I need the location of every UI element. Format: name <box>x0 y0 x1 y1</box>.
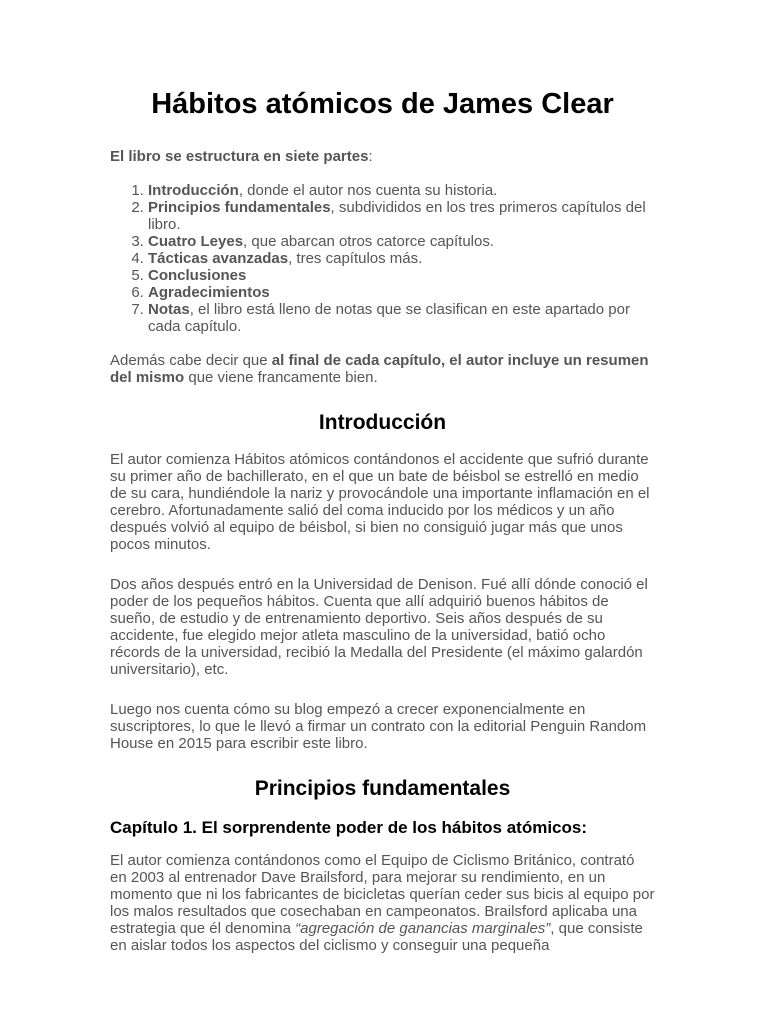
introduccion-paragraph-3: Luego nos cuenta cómo su blog empezó a crecer exponencialmente en suscriptores, lo que le llevó a firmar un contrato con la editorial Penguin Random House en 2015 para escribir este libro. <box>110 701 647 752</box>
list-item: 2. Principios fundamentales, subdivididos en los tres primeros capítulos del libro. <box>148 199 655 233</box>
section-heading-principios: Principios fundamentales <box>254 777 511 800</box>
list-item: 1. Introducción, donde el autor nos cuenta su historia. <box>148 182 655 199</box>
structure-intro-tail: : <box>368 148 373 165</box>
chapter-1-paragraph: El autor comienza contándonos como el Equipo de Ciclismo Británico, contrató en 2003 al entrenador Dave Brailsford, para mejorar su rendimiento, en un momento que ni los fabricantes de bicicletas querían ceder sus bicis al equipo por los malos resultados que cosechaban en campeonatos. Brailsford aplicaba una estrategia que él denomina “agregación de ganancias marginales”, que consiste en aislar todos los aspectos del ciclismo y conseguir una pequeña <box>110 852 655 954</box>
structure-intro <box>110 148 655 165</box>
section-heading-introduccion: Introducción <box>318 411 447 434</box>
list-item: 7. Notas, el libro está lleno de notas que se clasifican en este apartado por cada capítulo. <box>148 301 655 335</box>
list-item: 3. Cuatro Leyes, que abarcan otros catorce capítulos. <box>148 233 655 250</box>
document-title: Hábitos atómicos de James Clear <box>151 88 614 120</box>
list-item: 5. Conclusiones <box>148 267 655 284</box>
structure-intro-bold: El libro se estructura en siete partes <box>110 148 369 165</box>
introduccion-paragraph-2: Dos años después entró en la Universidad de Denison. Fué allí dónde conoció el poder de los pequeños hábitos. Cuenta que allí adquirió buenos hábitos de sueño, de estudio y de entrenamiento deportivo. Seis años después de su accidente, fue elegido mejor atleta masculino de la universidad, batió ocho récords de la universidad, recibió la Medalla del Presidente (el máximo galardón universitario), etc. <box>110 576 648 678</box>
list-item: 4. Tácticas avanzadas, tres capítulos más. <box>148 250 655 267</box>
document-page <box>110 84 655 954</box>
summary-note: Además cabe decir que al final de cada capítulo, el autor incluye un resumen del mismo que viene francamente bien. <box>110 352 649 386</box>
parts-list <box>110 182 655 335</box>
introduccion-paragraph-1: El autor comienza Hábitos atómicos contándonos el accidente que sufrió durante su primer año de bachillerato, en el que un bate de béisbol se estrelló en medio de su cara, hundiéndole la nariz y provocándole una importante inflamación en el cerebro. Afortunadamente salió del coma inducido por los médicos y un año después volvió al equipo de béisbol, si bien no consiguió jugar más que unos pocos minutos. <box>110 451 650 553</box>
list-item: 6. Agradecimientos <box>148 284 655 301</box>
chapter-1-title: Capítulo 1. El sorprendente poder de los hábitos atómicos: <box>110 818 588 837</box>
